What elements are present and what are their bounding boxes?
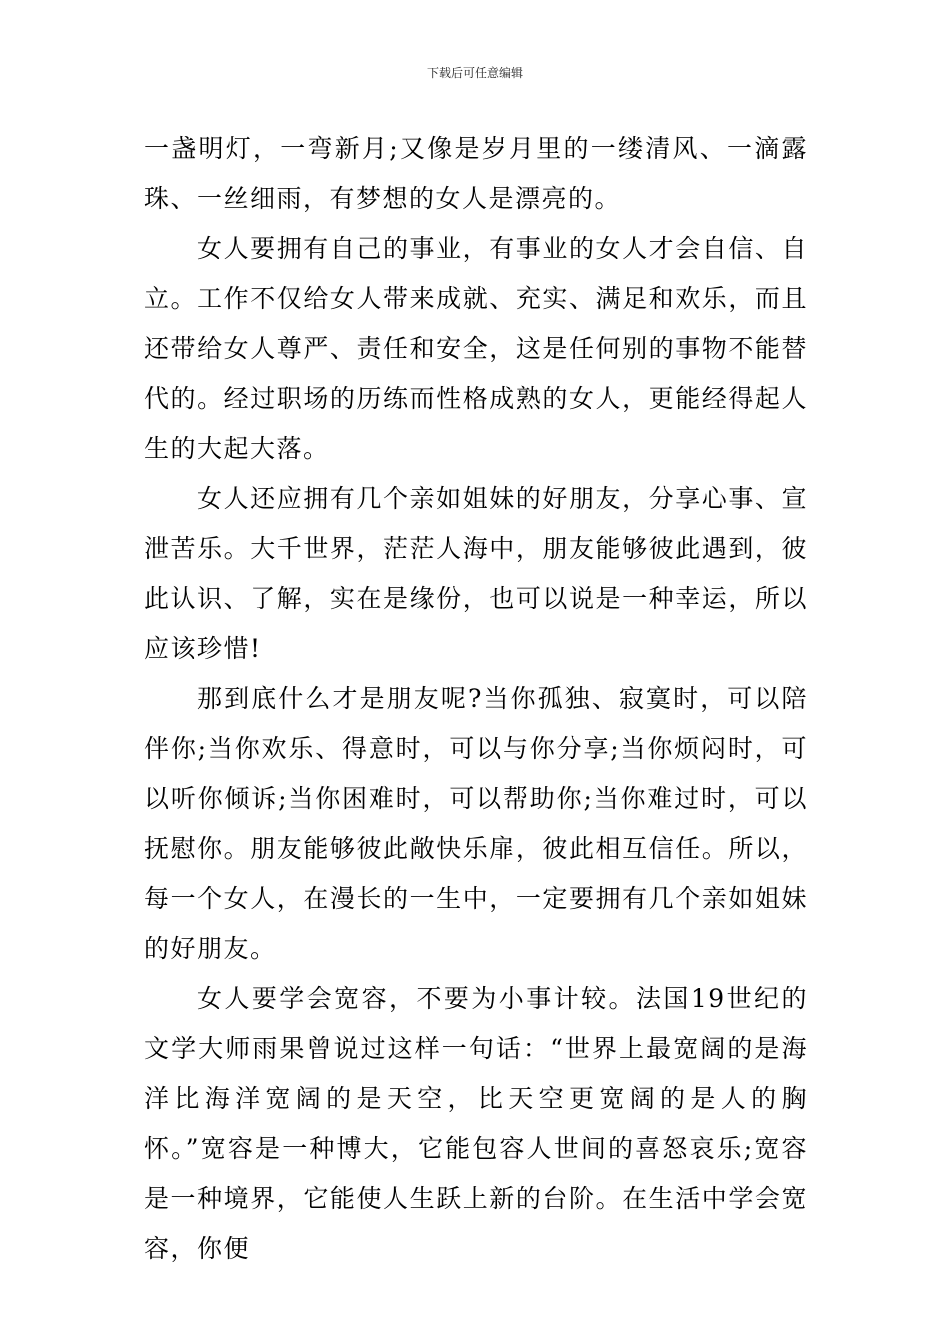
paragraph xyxy=(144,124,808,224)
text-line: 你;当你欢乐、得意时，可以与你分享;当你烦闷时，可以 xyxy=(144,734,808,813)
text-line: 听你倾诉;当你困难时，可以帮助你;当你难过时，可以抚 xyxy=(144,784,808,863)
paragraph xyxy=(144,474,808,674)
text-line: 慰你。朋友能够彼此敞快乐扉，彼此相互信任。所以，每 xyxy=(144,834,808,913)
text-line: 学大师雨果曾说过这样一句话：“世界上最宽阔的是海洋 xyxy=(144,1034,808,1113)
text-line: 代的。经过职场的历练而性格成熟的女人，更能经得起人 xyxy=(144,384,808,413)
text-line: 女人要拥有自己的事业，有事业的女人才会自信、自 xyxy=(197,234,808,263)
text-line: 女人还应拥有几个亲如姐妹的好朋友，分享心事、宣 xyxy=(197,484,808,513)
document-body xyxy=(144,124,808,1274)
text-line: 还带给女人尊严、责任和安全，这是任何别的事物不能替 xyxy=(144,334,808,363)
paragraph xyxy=(144,674,808,974)
text-line: 比海洋宽阔的是天空，比天空更宽阔的是人的胸怀。”宽 xyxy=(144,1084,808,1163)
text-line: 好朋友。 xyxy=(170,934,277,963)
text-line: 那到底什么才是朋友呢?当你孤独、寂寞时，可以陪伴 xyxy=(144,684,808,763)
text-line: 应该珍惜! xyxy=(144,634,262,663)
text-line: 立。工作不仅给女人带来成就、充实、满足和欢乐，而且 xyxy=(144,284,808,313)
text-line: 一个女人，在漫长的一生中，一定要拥有几个亲如姐妹的 xyxy=(144,884,808,963)
text-line: 一丝细雨，有梦想的女人是漂亮的。 xyxy=(197,184,622,213)
paragraph xyxy=(144,224,808,474)
paragraph xyxy=(144,974,808,1274)
text-line: 一盏明灯，一弯新月;又像是岁月里的一缕清风、一滴露珠、 xyxy=(144,134,808,213)
text-line: 泄苦乐。大千世界，茫茫人海中，朋友能够彼此遇到，彼 xyxy=(144,534,808,563)
text-line: 生的大起大落。 xyxy=(144,434,330,463)
text-line: 界，它能使人生跃上新的台阶。在生活中学会宽容，你便 xyxy=(144,1184,808,1263)
page-header: 下载后可任意编辑 xyxy=(426,66,523,80)
text-line: 容是一种博大，它能包容人世间的喜怒哀乐;宽容是一种境 xyxy=(144,1134,808,1213)
text-line: 女人要学会宽容，不要为小事计较。法国19世纪的文 xyxy=(144,984,808,1063)
text-line: 此认识、了解，实在是缘份，也可以说是一种幸运，所以 xyxy=(144,584,808,613)
